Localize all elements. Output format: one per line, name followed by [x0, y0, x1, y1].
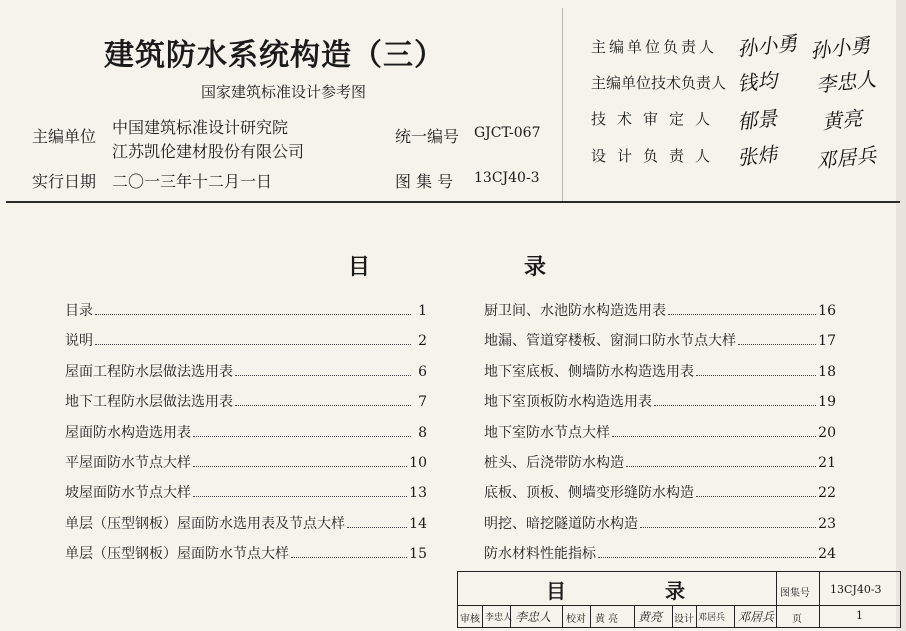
toc-item[interactable] [65, 452, 427, 482]
toc-item-page: 20 [818, 424, 836, 441]
title-block-atlas-value: 13CJ40-3 [830, 583, 882, 596]
check-name: 黄 亮 [595, 614, 619, 625]
toc-leader [738, 344, 816, 345]
date-label: 实行日期 [32, 172, 97, 191]
toc-leader [193, 466, 407, 467]
title-block-vline [672, 605, 673, 627]
date-value: 二〇一三年十二月一日 [112, 172, 273, 191]
review-label: 审核 [460, 614, 480, 625]
toc-item-page: 18 [818, 363, 836, 380]
toc-leader [626, 466, 816, 467]
toc-item-page: 24 [818, 546, 836, 563]
signature-label-4: 设计负责人 [591, 147, 722, 165]
toc-item-title: 厨卫间、水池防水构造选用表 [484, 303, 666, 319]
title-block-vline [696, 605, 697, 627]
toc-leader [291, 557, 407, 558]
toc-item-page: 8 [418, 424, 427, 441]
code-value: GJCT-067 [474, 125, 541, 141]
toc-item-title: 坡屋面防水节点大样 [65, 485, 191, 502]
signature-4a: 张炜 [736, 141, 779, 171]
toc-item-page: 10 [409, 454, 427, 471]
editor-label: 主编单位 [32, 127, 97, 146]
title-block-vline [590, 605, 591, 627]
atlas-label: 图 集 号 [395, 172, 454, 191]
title-block-vline [634, 605, 635, 627]
signature-label-1: 主编单位负责人 [591, 38, 718, 56]
toc-item-page: 15 [409, 546, 427, 563]
toc-item-page: 21 [818, 454, 836, 471]
check-signature: 黄亮 [638, 610, 663, 624]
signature-label-2: 主编单位技术负责人 [591, 74, 727, 92]
toc-item-title: 地下室防水节点大样 [484, 424, 610, 441]
toc-item-title: 地下工程防水层做法选用表 [65, 394, 233, 411]
toc-leader [668, 314, 816, 315]
check-label: 校对 [566, 614, 586, 625]
toc-item-page: 14 [409, 515, 427, 532]
title-block-vline [819, 572, 820, 627]
signature-1b: 孙小勇 [809, 32, 872, 64]
toc-item-page: 17 [818, 333, 836, 350]
toc-item-title: 地漏、管道穿楼板、窗洞口防水节点大样 [484, 333, 736, 350]
title-block-title-right: 录 [665, 579, 685, 603]
toc-item[interactable] [65, 330, 427, 360]
title-block-atlas-label: 图集号 [780, 588, 810, 599]
page-value: 1 [856, 609, 863, 622]
code-label: 统一编号 [395, 127, 460, 146]
toc-item-page: 1 [418, 303, 427, 319]
toc-item[interactable] [65, 422, 427, 452]
toc-leader [612, 436, 816, 437]
document-title: 建筑防水系统构造（三） [104, 38, 445, 73]
title-block-hline [458, 605, 900, 606]
toc-item-title: 说明 [65, 333, 93, 350]
document-subtitle: 国家建筑标准设计参考图 [201, 83, 367, 101]
title-block [457, 571, 901, 628]
toc-leader [347, 527, 407, 528]
toc-leader [696, 375, 816, 376]
toc-item-title: 桩头、后浇带防水构造 [484, 454, 624, 471]
toc-item-title: 防水材料性能指标 [484, 546, 596, 563]
title-block-vline [562, 605, 563, 627]
toc-item[interactable] [484, 452, 836, 482]
toc-item-title: 目录 [65, 303, 93, 319]
toc-item[interactable] [65, 391, 427, 421]
toc-leader [696, 496, 816, 497]
toc-item[interactable] [65, 361, 427, 391]
toc-leader [193, 436, 411, 437]
atlas-value: 13CJ40-3 [474, 170, 540, 186]
editor-org-1: 中国建筑标准设计研究院 [112, 118, 289, 137]
title-block-vline [482, 605, 483, 627]
toc-leader [235, 405, 411, 406]
sheet-edge [896, 0, 906, 631]
toc-item-page: 22 [818, 485, 836, 502]
toc-item[interactable] [65, 300, 427, 330]
toc-item[interactable] [484, 482, 836, 512]
toc-item[interactable] [484, 543, 836, 573]
title-block-vline [734, 605, 735, 627]
toc-item-title: 明挖、暗挖隧道防水构造 [484, 515, 638, 532]
review-signature: 李忠人 [515, 610, 552, 624]
toc-item-title: 屋面防水构造选用表 [65, 424, 191, 441]
header-rule [6, 201, 900, 203]
toc-item-title: 地下室顶板防水构造选用表 [484, 394, 652, 411]
toc-leader [95, 344, 411, 345]
toc-item[interactable] [65, 513, 427, 543]
toc-item-page: 7 [418, 394, 427, 411]
toc-item-title: 底板、顶板、侧墙变形缝防水构造 [484, 485, 694, 502]
toc-item-title: 单层（压型钢板）屋面防水节点大样 [65, 546, 289, 563]
toc-item-page: 2 [418, 333, 427, 350]
signature-3b: 黄亮 [821, 105, 864, 135]
design-label: 设计 [674, 614, 694, 625]
toc-item[interactable] [484, 513, 836, 543]
editor-org-2: 江苏凯伦建材股份有限公司 [112, 142, 305, 161]
signature-2b: 李忠人 [815, 66, 878, 98]
toc-leader [235, 375, 411, 376]
toc-left-column [65, 300, 427, 574]
toc-leader [598, 557, 816, 558]
design-name: 邓居兵 [698, 613, 726, 623]
title-block-title-left: 目 [546, 579, 566, 603]
toc-item-page: 16 [818, 303, 836, 319]
header-divider [562, 8, 563, 201]
toc-leader [193, 496, 407, 497]
toc-item-title: 平屋面防水节点大样 [65, 454, 191, 471]
title-block-vline [776, 572, 777, 627]
toc-leader [654, 405, 816, 406]
toc-item[interactable] [65, 543, 427, 573]
toc-item-page: 23 [818, 515, 836, 532]
toc-leader [640, 527, 816, 528]
signature-3a: 郁景 [736, 105, 779, 135]
toc-item[interactable] [484, 422, 836, 452]
page-label: 页 [792, 614, 802, 625]
toc-heading-left: 目 [348, 254, 371, 280]
toc-item-page: 6 [418, 363, 427, 380]
toc-item-page: 19 [818, 394, 836, 411]
toc-item-title: 地下室底板、侧墙防水构造选用表 [484, 363, 694, 380]
toc-leader [95, 314, 411, 315]
toc-item[interactable] [484, 300, 836, 330]
signature-1a: 孙小勇 [736, 30, 799, 62]
toc-item-title: 屋面工程防水层做法选用表 [65, 363, 233, 380]
signature-2a: 钱均 [736, 67, 779, 97]
design-signature: 邓居兵 [738, 610, 775, 624]
toc-item-title: 单层（压型钢板）屋面防水选用表及节点大样 [65, 515, 345, 532]
toc-right-column [484, 300, 836, 574]
review-name: 李忠人 [485, 613, 513, 623]
signature-label-3: 技术审定人 [591, 110, 722, 128]
toc-item-page: 13 [409, 485, 427, 502]
signature-4b: 邓居兵 [815, 142, 878, 174]
toc-heading-right: 录 [524, 254, 547, 280]
toc-item[interactable] [484, 330, 836, 360]
toc-item[interactable] [484, 361, 836, 391]
toc-item[interactable] [65, 482, 427, 512]
toc-item[interactable] [484, 391, 836, 421]
